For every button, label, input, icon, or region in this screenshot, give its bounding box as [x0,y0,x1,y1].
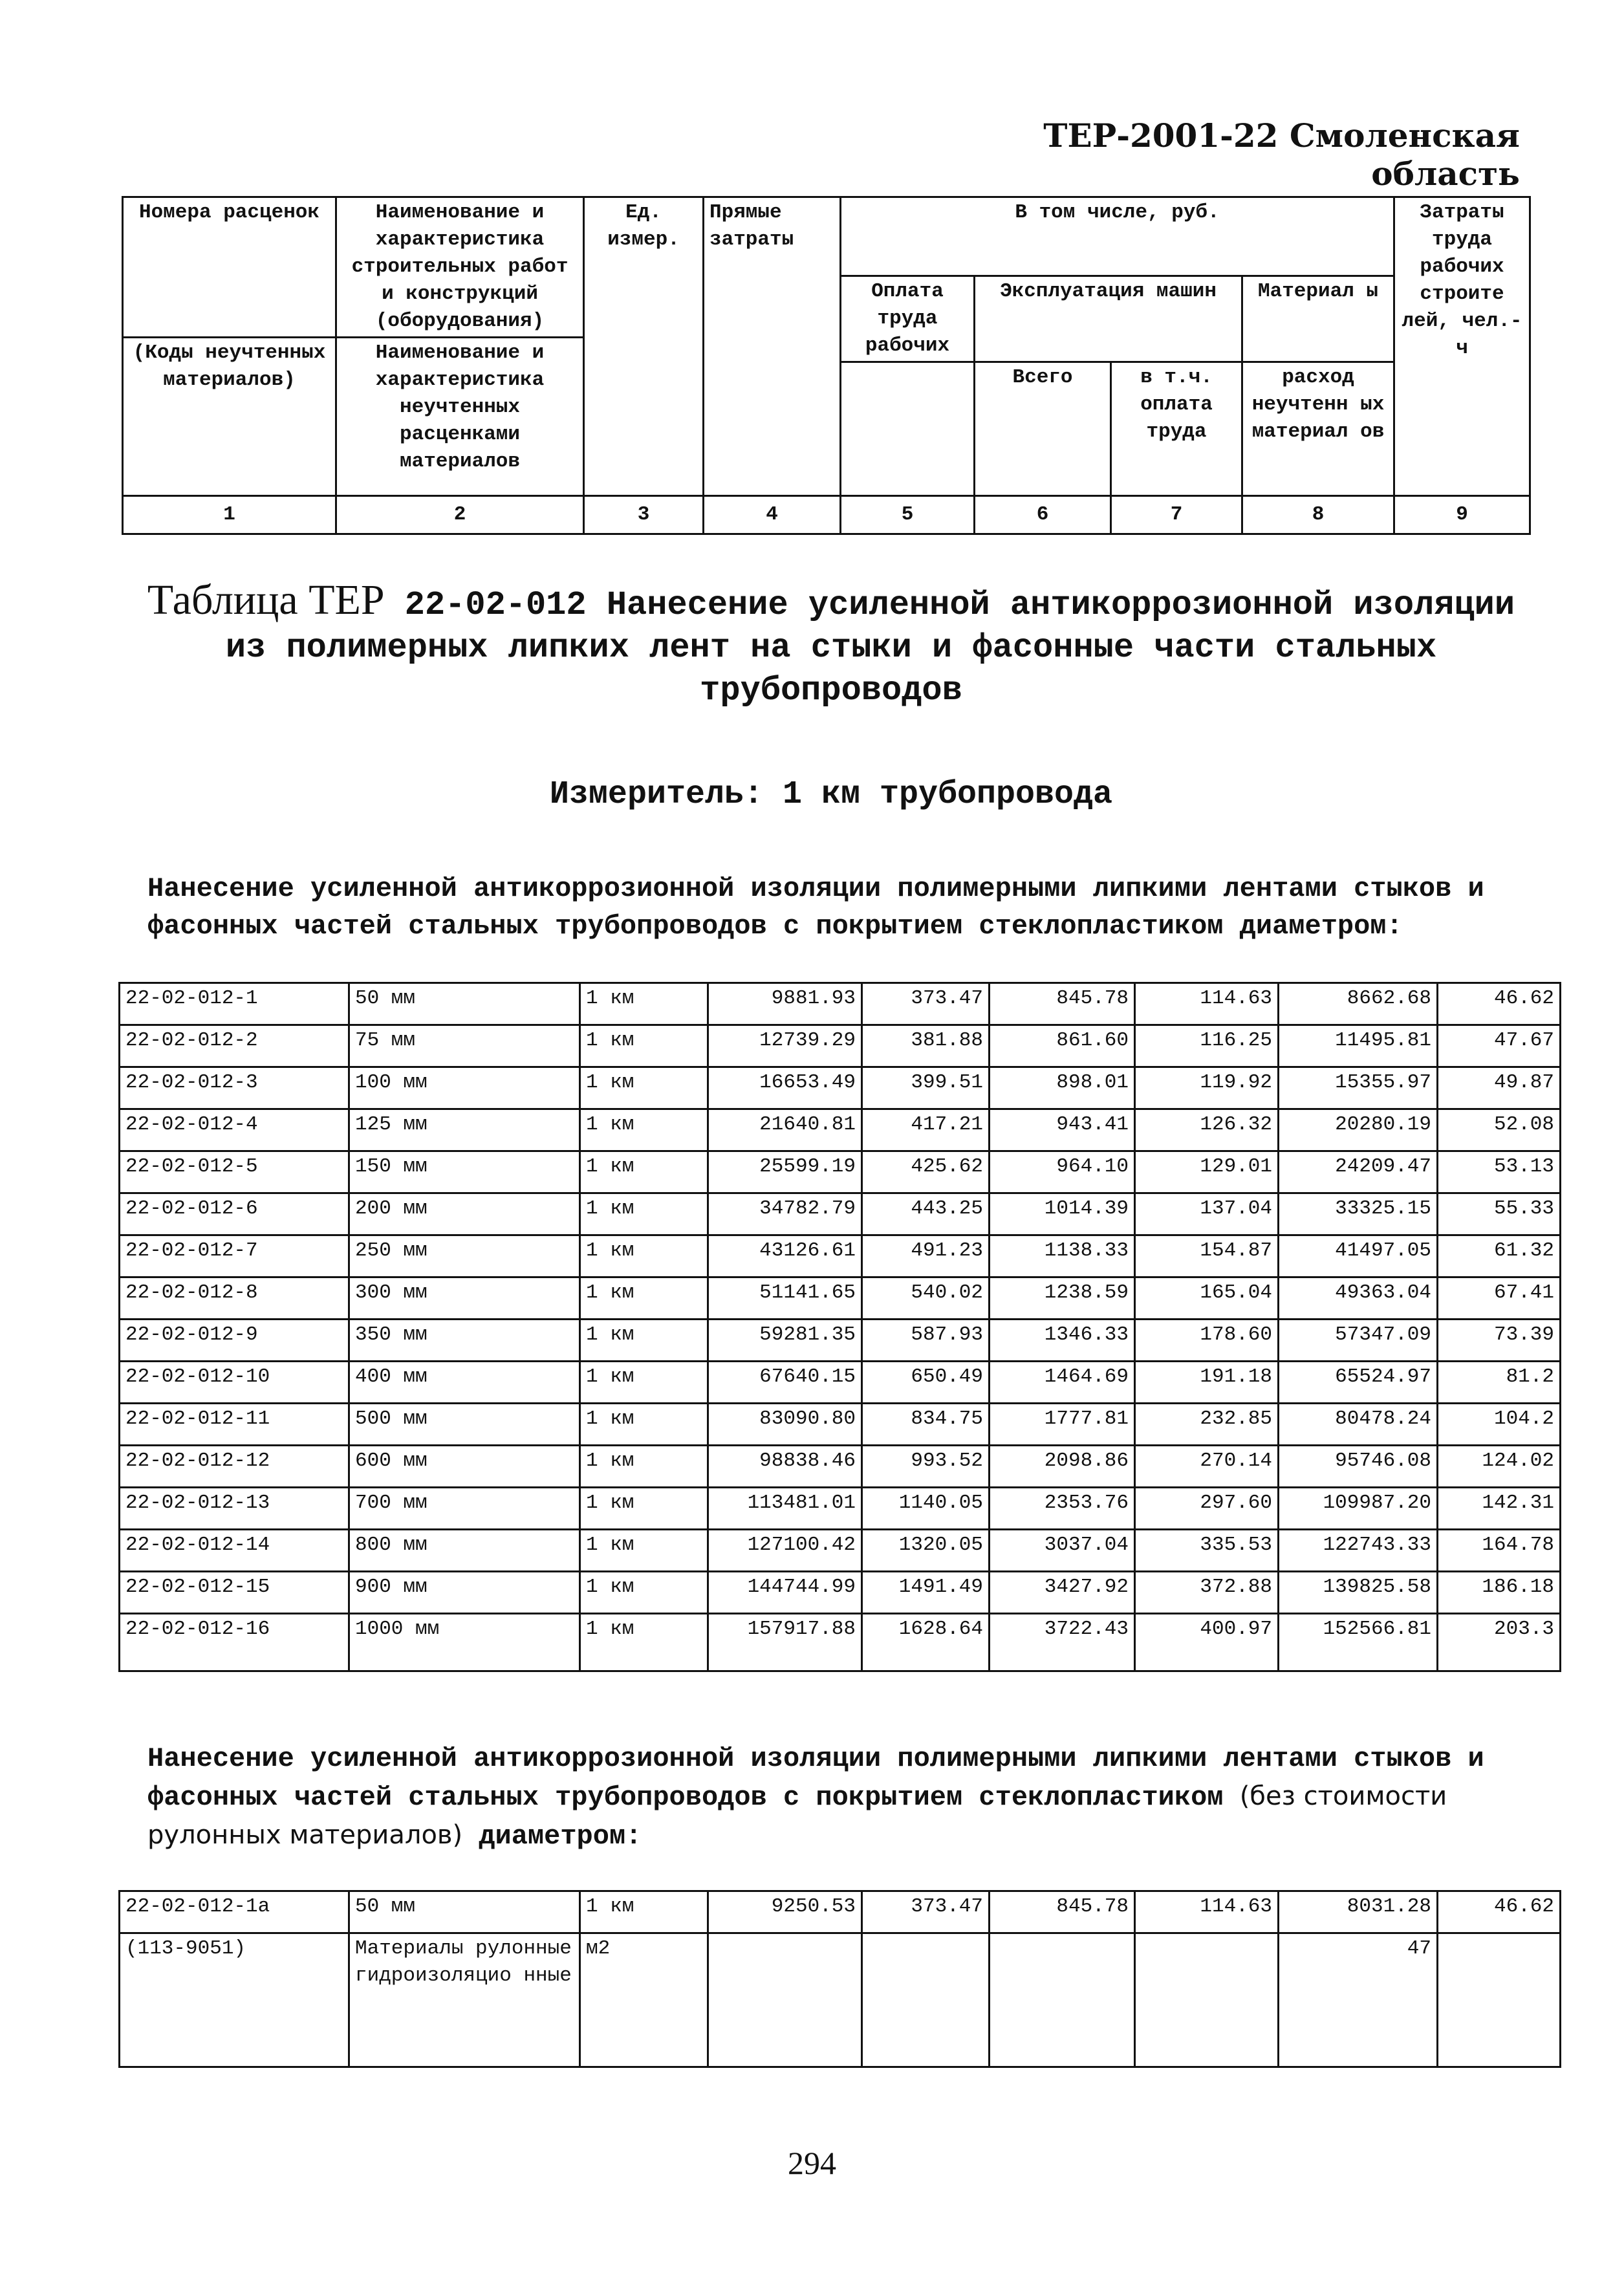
table-row [120,1151,1561,1193]
rate-diameter: 1000 мм [349,1614,580,1671]
section2-title-note: (без стоимости рулонных материалов) [147,1781,1447,1850]
rate-workers-pay: 425.62 [862,1151,990,1193]
rate-unit: 1 км [580,983,708,1025]
table-row [120,983,1561,1025]
rate-machine-total: 964.10 [990,1151,1135,1193]
rate-machine-pay: 137.04 [1135,1193,1279,1235]
material-empty-cell [862,1933,990,2067]
rate-code: 22-02-012-16 [120,1614,349,1671]
rate-unit: 1 км [580,1891,708,1933]
table-row [120,1891,1561,1933]
material-empty-cell [990,1933,1135,2067]
rates-table [118,982,1561,1672]
rate-materials: 20280.19 [1279,1109,1438,1151]
rate-machine-pay: 297.60 [1135,1488,1279,1530]
document-header-title: ТЕР-2001-22 Смоленская область [1043,116,1520,193]
rate-labor: 67.41 [1438,1277,1561,1320]
rate-machine-pay: 335.53 [1135,1530,1279,1572]
table-row [120,1614,1561,1671]
rate-workers-pay: 443.25 [862,1193,990,1235]
material-name: Материалы рулонные гидроизоляцио нные [349,1933,580,2067]
table-row [120,1320,1561,1362]
rate-unit: 1 км [580,1193,708,1235]
rate-machine-total: 3722.43 [990,1614,1135,1671]
rate-machine-pay: 178.60 [1135,1320,1279,1362]
column-number: 7 [1111,496,1242,534]
rate-labor: 55.33 [1438,1193,1561,1235]
rate-direct-costs: 127100.42 [708,1530,862,1572]
material-code: (113-9051) [120,1933,349,2067]
rate-machine-total: 1346.33 [990,1320,1135,1362]
rate-materials: 8031.28 [1279,1891,1438,1933]
rate-materials: 8662.68 [1279,983,1438,1025]
table-row [120,1530,1561,1572]
rate-code: 22-02-012-1 [120,983,349,1025]
rate-labor: 47.67 [1438,1025,1561,1067]
table-title [129,576,1533,712]
rate-machine-pay: 129.01 [1135,1151,1279,1193]
header-workers-pay-spacer [841,362,975,496]
rate-direct-costs: 43126.61 [708,1235,862,1277]
rate-workers-pay: 373.47 [862,1891,990,1933]
rate-machine-pay: 400.97 [1135,1614,1279,1671]
rate-code: 22-02-012-9 [120,1320,349,1362]
rate-workers-pay: 993.52 [862,1446,990,1488]
section2-title-start: Нанесение усиленной антикоррозионной изоляции полимерными липкими лентами стыков и фасонных частей стальных трубопроводов с покрытием стеклопластиком [147,1743,1484,1813]
rate-code: 22-02-012-7 [120,1235,349,1277]
rate-diameter: 900 мм [349,1572,580,1614]
rate-diameter: 200 мм [349,1193,580,1235]
rate-materials: 15355.97 [1279,1067,1438,1109]
header-workers-pay: Оплата труда рабочих [841,276,975,362]
table-row [120,1362,1561,1404]
rate-unit: 1 км [580,1614,708,1671]
column-number: 8 [1242,496,1394,534]
rate-workers-pay: 491.23 [862,1235,990,1277]
column-number: 3 [584,496,704,534]
header-unaccounted-usage: расход неучтенн ых материал ов [1242,362,1394,496]
rate-labor: 124.02 [1438,1446,1561,1488]
rate-materials: 152566.81 [1279,1614,1438,1671]
rate-direct-costs: 59281.35 [708,1320,862,1362]
rate-machine-total: 845.78 [990,1891,1135,1933]
rate-direct-costs: 21640.81 [708,1109,862,1151]
rate-labor: 104.2 [1438,1404,1561,1446]
rate-diameter: 100 мм [349,1067,580,1109]
rate-diameter: 300 мм [349,1277,580,1320]
section2-title-end: диаметром: [479,1821,642,1852]
material-usage: 47 [1279,1933,1438,2067]
rate-materials: 33325.15 [1279,1193,1438,1235]
rate-diameter: 250 мм [349,1235,580,1277]
rates-table-body [120,983,1561,1671]
rate-diameter: 500 мм [349,1404,580,1446]
rate-labor: 142.31 [1438,1488,1561,1530]
rate-labor: 46.62 [1438,1891,1561,1933]
rate-direct-costs: 98838.46 [708,1446,862,1488]
rate-diameter: 800 мм [349,1530,580,1572]
rate-unit: 1 км [580,1404,708,1446]
rate-direct-costs: 144744.99 [708,1572,862,1614]
header-materials: Материал ы [1242,276,1394,362]
rate-unit: 1 км [580,1572,708,1614]
rate-unit: 1 км [580,1530,708,1572]
table-row [120,1488,1561,1530]
rate-workers-pay: 540.02 [862,1277,990,1320]
section1-title: Нанесение усиленной антикоррозионной изоляции полимерными липкими лентами стыков и фасонных частей стальных трубопроводов с покрытием стеклопластиком диаметром: [147,873,1484,942]
rate-direct-costs: 113481.01 [708,1488,862,1530]
rate-machine-pay: 191.18 [1135,1362,1279,1404]
rate-labor: 186.18 [1438,1572,1561,1614]
rate-workers-pay: 399.51 [862,1067,990,1109]
rate-unit: 1 км [580,1025,708,1067]
rate-code: 22-02-012-2 [120,1025,349,1067]
header-direct-costs: Прямые затраты [704,197,841,496]
rate-direct-costs: 51141.65 [708,1277,862,1320]
rate-machine-total: 845.78 [990,983,1135,1025]
rate-unit: 1 км [580,1109,708,1151]
header-total: Всего [975,362,1111,496]
header-machine-operation: Эксплуатация машин [975,276,1242,362]
rate-materials: 49363.04 [1279,1277,1438,1320]
rate-direct-costs: 9881.93 [708,983,862,1025]
rate-machine-total: 1238.59 [990,1277,1135,1320]
rate-code: 22-02-012-8 [120,1277,349,1320]
rate-machine-total: 2098.86 [990,1446,1135,1488]
rate-workers-pay: 381.88 [862,1025,990,1067]
rate-direct-costs: 67640.15 [708,1362,862,1404]
rate-diameter: 600 мм [349,1446,580,1488]
rate-unit: 1 км [580,1362,708,1404]
rate-materials: 139825.58 [1279,1572,1438,1614]
table-row [120,1235,1561,1277]
material-empty-cell [1438,1933,1561,2067]
rate-diameter: 125 мм [349,1109,580,1151]
section2-title [147,1740,1519,1855]
rate-diameter: 400 мм [349,1362,580,1404]
rate-code: 22-02-012-14 [120,1530,349,1572]
header-labor-costs: Затраты труда рабочих строите лей, чел.-ч [1394,197,1530,496]
rate-unit: 1 км [580,1277,708,1320]
rate-code: 22-02-012-13 [120,1488,349,1530]
rate-machine-total: 1014.39 [990,1193,1135,1235]
table-row [120,1404,1561,1446]
rate-workers-pay: 834.75 [862,1404,990,1446]
rate-direct-costs: 9250.53 [708,1891,862,1933]
rate-code: 22-02-012-5 [120,1151,349,1193]
rate-machine-pay: 372.88 [1135,1572,1279,1614]
header-incl-pay: в т.ч. оплата труда [1111,362,1242,496]
rate-labor: 73.39 [1438,1320,1561,1362]
table-row [120,1193,1561,1235]
rate-diameter: 350 мм [349,1320,580,1362]
material-row [120,1933,1561,2067]
rate-machine-pay: 270.14 [1135,1446,1279,1488]
rate-labor: 49.87 [1438,1067,1561,1109]
rate-labor: 203.3 [1438,1614,1561,1671]
rate-labor: 81.2 [1438,1362,1561,1404]
table-row [120,1067,1561,1109]
table-row [120,1277,1561,1320]
header-work-name: Наименование и характеристика строительных работ и конструкций (оборудования) [336,197,584,338]
rate-machine-pay: 154.87 [1135,1235,1279,1277]
rate-direct-costs: 12739.29 [708,1025,862,1067]
rate-materials: 122743.33 [1279,1530,1438,1572]
material-empty-cell [708,1933,862,2067]
column-number: 6 [975,496,1111,534]
rate-workers-pay: 1140.05 [862,1488,990,1530]
rate-code: 22-02-012-1а [120,1891,349,1933]
rate-machine-pay: 126.32 [1135,1109,1279,1151]
rate-labor: 53.13 [1438,1151,1561,1193]
rate-machine-pay: 165.04 [1135,1277,1279,1320]
rate-labor: 164.78 [1438,1530,1561,1572]
rate-unit: 1 км [580,1320,708,1362]
rate-machine-total: 1138.33 [990,1235,1135,1277]
rate-unit: 1 км [580,1446,708,1488]
rate-direct-costs: 25599.19 [708,1151,862,1193]
rate-workers-pay: 1628.64 [862,1614,990,1671]
column-number: 9 [1394,496,1530,534]
rate-labor: 61.32 [1438,1235,1561,1277]
header-rate-number: Номера расценок [123,197,336,338]
rate-workers-pay: 417.21 [862,1109,990,1151]
rate-machine-total: 3037.04 [990,1530,1135,1572]
rate-machine-pay: 232.85 [1135,1404,1279,1446]
rate-machine-total: 3427.92 [990,1572,1135,1614]
rate-machine-pay: 116.25 [1135,1025,1279,1067]
table-row [120,1025,1561,1067]
header-material-codes: (Коды неучтенных материалов) [123,338,336,496]
rate-direct-costs: 83090.80 [708,1404,862,1446]
column-header-table [122,196,1531,535]
page-number: 294 [788,2145,836,2181]
rate-direct-costs: 34782.79 [708,1193,862,1235]
header-unaccounted-name: Наименование и характеристика неучтенных расценками материалов [336,338,584,496]
rate-machine-total: 1464.69 [990,1362,1135,1404]
rate-machine-total: 861.60 [990,1025,1135,1067]
rate-workers-pay: 1491.49 [862,1572,990,1614]
rate-diameter: 75 мм [349,1025,580,1067]
rate-machine-pay: 114.63 [1135,983,1279,1025]
rate-unit: 1 км [580,1067,708,1109]
rate-diameter: 50 мм [349,1891,580,1933]
rate-materials: 57347.09 [1279,1320,1438,1362]
rate-workers-pay: 1320.05 [862,1530,990,1572]
material-unit: м2 [580,1933,708,2067]
rate-machine-total: 943.41 [990,1109,1135,1151]
rate-materials: 11495.81 [1279,1025,1438,1067]
rate-workers-pay: 650.49 [862,1362,990,1404]
table-row [120,1446,1561,1488]
table-title-prefix: Таблица ТЕР [147,576,385,624]
rate-code: 22-02-012-11 [120,1404,349,1446]
rate-machine-pay: 114.63 [1135,1891,1279,1933]
rate-diameter: 700 мм [349,1488,580,1530]
rate-materials: 80478.24 [1279,1404,1438,1446]
rate-unit: 1 км [580,1488,708,1530]
table-row [120,1572,1561,1614]
rates-table-without-materials [118,1890,1561,2068]
measurement-unit: Измеритель: 1 км трубопровода [549,776,1113,813]
rate-machine-total: 1777.81 [990,1404,1135,1446]
rate-code: 22-02-012-4 [120,1109,349,1151]
rate-code: 22-02-012-12 [120,1446,349,1488]
rate-labor: 46.62 [1438,983,1561,1025]
rate-labor: 52.08 [1438,1109,1561,1151]
column-number: 1 [123,496,336,534]
column-number: 4 [704,496,841,534]
rate-diameter: 50 мм [349,983,580,1025]
rate-materials: 65524.97 [1279,1362,1438,1404]
rate-workers-pay: 373.47 [862,983,990,1025]
rate-unit: 1 км [580,1235,708,1277]
table-row [120,1109,1561,1151]
rate-code: 22-02-012-3 [120,1067,349,1109]
rate-materials: 41497.05 [1279,1235,1438,1277]
rate-machine-total: 2353.76 [990,1488,1135,1530]
rate-machine-pay: 119.92 [1135,1067,1279,1109]
header-including: В том числе, руб. [841,197,1394,276]
rate-code: 22-02-012-6 [120,1193,349,1235]
rate-machine-total: 898.01 [990,1067,1135,1109]
rate-materials: 109987.20 [1279,1488,1438,1530]
rate-code: 22-02-012-15 [120,1572,349,1614]
rate-workers-pay: 587.93 [862,1320,990,1362]
rate-code: 22-02-012-10 [120,1362,349,1404]
rate-diameter: 150 мм [349,1151,580,1193]
material-empty-cell [1135,1933,1279,2067]
rate-materials: 95746.08 [1279,1446,1438,1488]
rate-direct-costs: 16653.49 [708,1067,862,1109]
header-unit: Ед. измер. [584,197,704,496]
column-number: 5 [841,496,975,534]
table-title-code: 22-02-012 [404,586,587,624]
rate-unit: 1 км [580,1151,708,1193]
rate-direct-costs: 157917.88 [708,1614,862,1671]
column-number: 2 [336,496,584,534]
rate-materials: 24209.47 [1279,1151,1438,1193]
table-title-text: Нанесение усиленной антикоррозионной изоляции из полимерных липких лент на стыки и фасонные части стальных трубопроводов [225,586,1515,710]
